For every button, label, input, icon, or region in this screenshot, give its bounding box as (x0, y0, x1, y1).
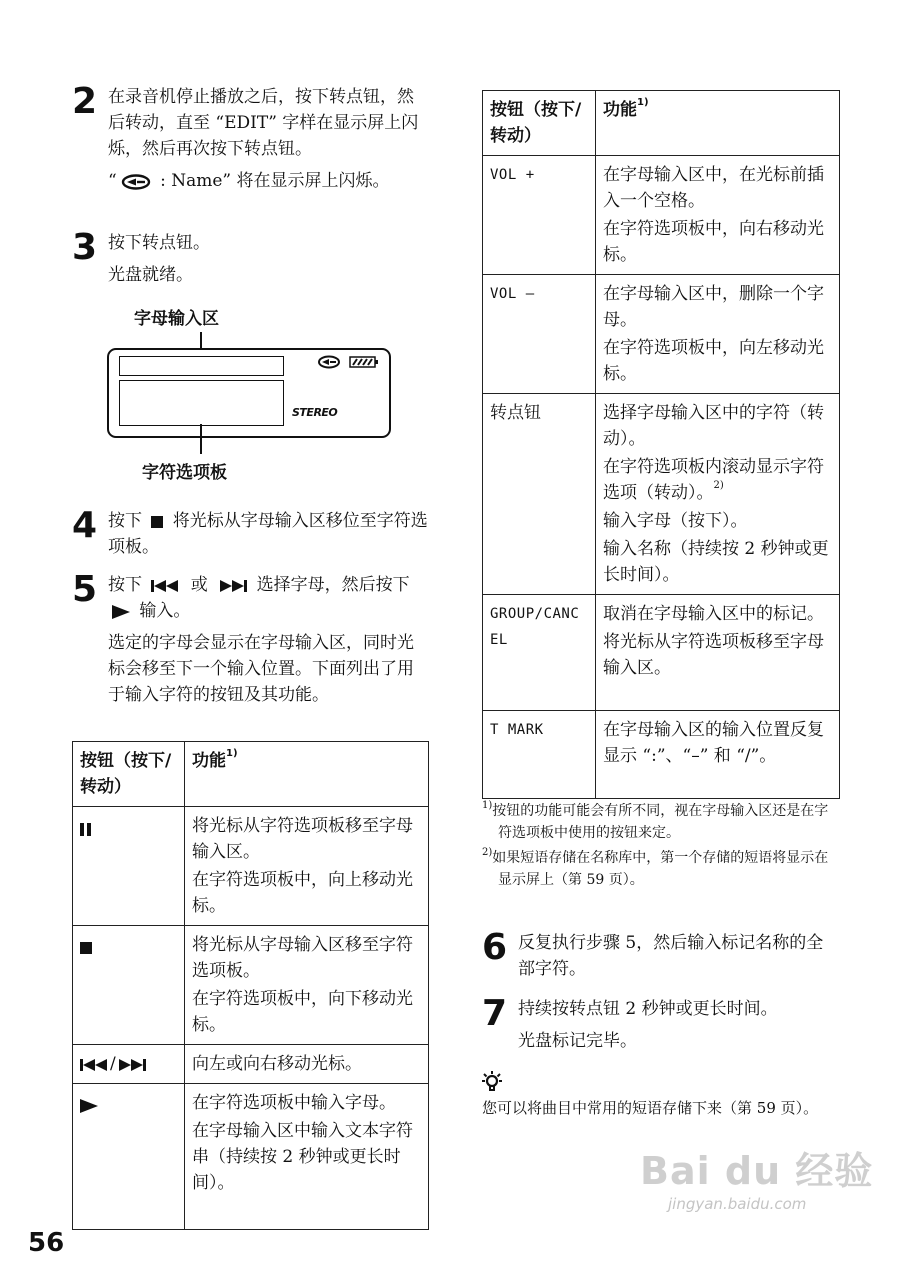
header-button: 按钮（按下/转动） (483, 91, 596, 156)
watermark-url: jingyan.baidu.com (668, 1195, 807, 1213)
table-row (73, 807, 429, 926)
step-number: 2 (72, 81, 98, 122)
previous-track-icon (80, 1059, 110, 1071)
button-cell: VOL – (483, 275, 596, 394)
table-header-row (483, 91, 840, 156)
step-7-line1: 持续按转点钮 2 秒钟或更长时间。 (518, 999, 778, 1019)
stop-icon (80, 942, 92, 954)
function-cell: 在字符选项板中输入字母。 在字母输入区中输入文本字符串（持续按 2 秒钟或更长时间）。 (185, 1084, 429, 1230)
function-cell: 将光标从字母输入区移至字符选项板。 在字符选项板中，向下移动光标。 (185, 926, 429, 1045)
table-header-row (73, 742, 429, 807)
button-cell: VOL + (483, 156, 596, 275)
lcd-char-entry-box (119, 356, 284, 376)
table-row (483, 595, 840, 711)
stop-icon (151, 516, 163, 528)
header-function: 功能$^{1)}$ (596, 91, 840, 156)
figure-top-label: 字母输入区 (134, 309, 219, 329)
table-row (483, 711, 840, 799)
step-4-text: 按下 将光标从字母输入区移位至字符选项板。 (108, 511, 428, 557)
step-number: 5 (72, 569, 98, 610)
button-cell (73, 926, 185, 1045)
step-6-text: 反复执行步骤 5，然后输入标记名称的全部字符。 (518, 933, 824, 979)
step-number: 3 (72, 227, 98, 268)
function-cell: 在字母输入区中，在光标前插入一个空格。 在字符选项板中，向右移动光标。 (596, 156, 840, 275)
tip-text: 您可以将曲目中常用的短语存储下来（第 59 页）。 (482, 1099, 819, 1117)
function-cell: 向左或向右移动光标。 (185, 1045, 429, 1084)
previous-track-icon (151, 580, 181, 592)
next-track-icon (217, 580, 247, 592)
play-icon (80, 1099, 98, 1113)
step-number: 7 (482, 993, 508, 1034)
tip-lightbulb-icon (482, 1070, 502, 1092)
table-row (73, 926, 429, 1045)
figure-bottom-label: 字符选项板 (142, 463, 227, 483)
table-row (483, 275, 840, 394)
button-cell: 转点钮 (483, 394, 596, 595)
page-number: 56 (28, 1228, 65, 1258)
lcd-battery-icon (349, 356, 379, 368)
lcd-disc-icon (317, 355, 341, 369)
table-row (73, 1045, 429, 1084)
table-row (73, 1084, 429, 1230)
button-function-table-right (482, 90, 840, 799)
step-7-line2: 光盘标记完毕。 (518, 1031, 637, 1051)
disc-icon (121, 174, 151, 190)
header-function: 功能$^{1)}$ (185, 742, 429, 807)
function-cell: 将光标从字符选项板移至字母输入区。 在字符选项板中，向上移动光标。 (185, 807, 429, 926)
button-cell (73, 807, 185, 926)
step-number: 6 (482, 927, 508, 968)
play-icon (112, 605, 130, 619)
step-3-line1: 按下转点钮。 (108, 233, 210, 253)
header-button: 按钮（按下/转动） (73, 742, 185, 807)
step-2-note: “ : Name” 将在显示屏上闪烁。 (108, 171, 390, 191)
figure-leader-bottom (200, 424, 202, 454)
step-5-description: 选定的字母会显示在字母输入区，同时光标会移至下一个输入位置。下面列出了用于输入字符的按钮及其功能。 (108, 633, 414, 705)
pause-icon (80, 823, 91, 836)
footnote-2: $^{2)}$如果短语存储在名称库中，第一个存储的短语将显示在显示屏上（第 59 页）。 (482, 847, 829, 888)
step-2-text: 在录音机停止播放之后，按下转点钮，然后转动，直至 “EDIT” 字样在显示屏上闪烁，然后再次按下转点钮。 (108, 87, 419, 159)
button-cell: T MARK (483, 711, 596, 799)
function-cell: 取消在字母输入区中的标记。 将光标从字符选项板移至字母输入区。 (596, 595, 840, 711)
function-cell: 在字母输入区中，删除一个字母。 在字符选项板中，向左移动光标。 (596, 275, 840, 394)
footnote-1: $^{1)}$按钮的功能可能会有所不同，视在字母输入区还是在字符选项板中使用的按钮来定。 (482, 800, 829, 841)
function-cell: 在字母输入区的输入位置反复显示 “:”、“–” 和 “/”。 (596, 711, 840, 799)
lcd-char-palette-box (119, 380, 284, 426)
table-row (483, 394, 840, 595)
lcd-stereo-label: STEREO (292, 406, 338, 419)
button-cell (73, 1084, 185, 1230)
next-track-icon (116, 1059, 146, 1071)
step-5-text: 按下 或 选择字母，然后按下 输入。 (108, 575, 410, 621)
button-function-table-left (72, 741, 429, 1230)
table-row (483, 156, 840, 275)
step-3-line2: 光盘就绪。 (108, 265, 193, 285)
button-cell: / (73, 1045, 185, 1084)
watermark-brand: Bai du 经验 (640, 1149, 874, 1193)
function-cell: 选择字母输入区中的字符（转动）。 在字符选项板内滚动显示字符选项（转动）。$^{2)}$ 输入字母（按下）。 输入名称（持续按 2 秒钟或更长时间）。 (596, 394, 840, 595)
watermark (640, 1140, 873, 1213)
button-cell: GROUP/CANCEL (483, 595, 596, 711)
footnotes (482, 800, 840, 894)
step-number: 4 (72, 505, 98, 546)
lcd-display-figure (107, 348, 391, 438)
